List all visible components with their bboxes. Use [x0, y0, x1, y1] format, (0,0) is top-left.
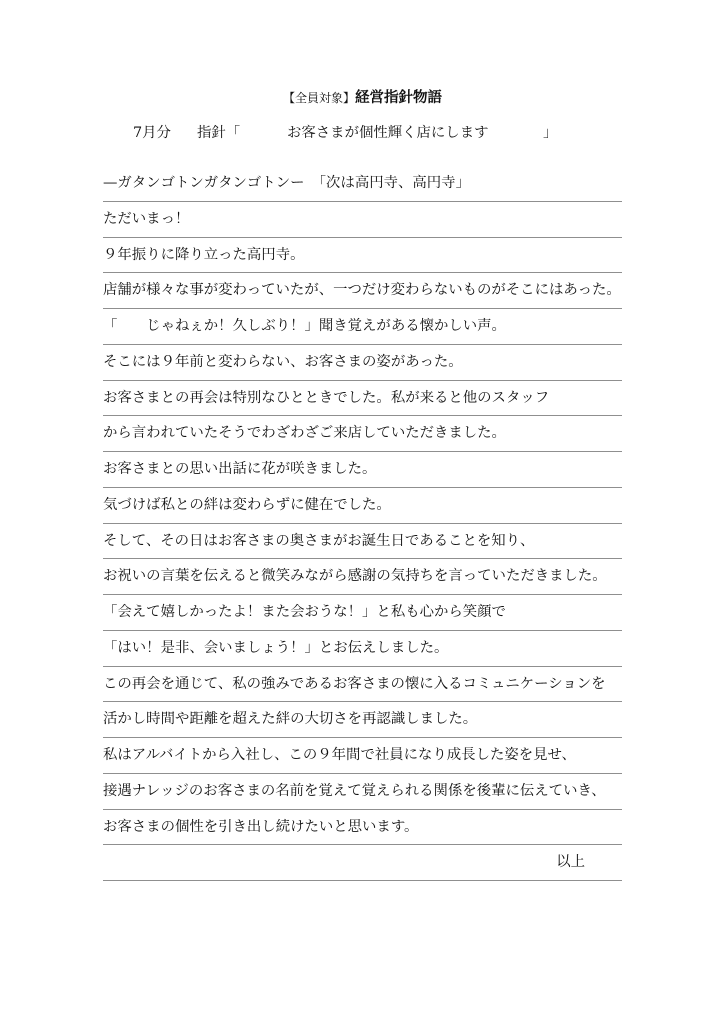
body-line: お祝いの言葉を伝えると微笑みながら感謝の気持ちを言っていただきました。	[103, 559, 622, 595]
body-line: 「 じゃねぇか！久しぶり！」聞き覚えがある懐かしい声。	[103, 309, 622, 345]
body-line: 接遇ナレッジのお客さまの名前を覚えて覚えられる関係を後輩に伝えていき、	[103, 774, 622, 810]
body-line: から言われていたそうでわざわざご来店していただきました。	[103, 416, 622, 452]
ruled-body	[103, 166, 622, 881]
body-line: 店舗が様々な事が変わっていたが、一つだけ変わらないものがそこにはあった。	[103, 273, 622, 309]
heading-policy-close: 」	[543, 125, 558, 141]
body-line: ただいまっ！	[103, 202, 622, 238]
heading-policy-text: お客さまが個性輝く店にします	[287, 125, 489, 141]
body-line: 私はアルバイトから入社し、この９年間で社員になり成長した姿を見せ、	[103, 738, 622, 774]
title-audience-tag: 【全員対象】	[282, 91, 355, 105]
heading-policy-label: 指針「	[197, 125, 241, 141]
closing-remark: 以上	[103, 845, 622, 881]
page-title	[0, 86, 725, 108]
body-line: お客さまとの思い出話に花が咲きました。	[103, 452, 622, 488]
body-line: 活かし時間や距離を超えた絆の大切さを再認識しました。	[103, 702, 622, 738]
body-line: 気づけば私との絆は変わらずに健在でした。	[103, 488, 622, 524]
body-line: 「はい！是非、会いましょう！」とお伝えしました。	[103, 631, 622, 667]
body-line: そして、その日はお客さまの奥さまがお誕生日であることを知り、	[103, 524, 622, 560]
body-line: この再会を通じて、私の強みであるお客さまの懐に入るコミュニケーションを	[103, 667, 622, 703]
body-line: そこには９年前と変わらない、お客さまの姿があった。	[103, 345, 622, 381]
body-line: —ガタンゴトンガタンゴトンー 「次は高円寺、高円寺」	[103, 166, 622, 202]
body-line: 「会えて嬉しかったよ！また会おうな！」と私も心から笑顔で	[103, 595, 622, 631]
body-line: お客さまの個性を引き出し続けたいと思います。	[103, 810, 622, 846]
body-line: ９年振りに降り立った高円寺。	[103, 238, 622, 274]
heading-month: 7月分	[133, 125, 171, 141]
body-line: お客さまとの再会は特別なひとときでした。私が来ると他のスタッフ	[103, 381, 622, 417]
title-main: 経営指針物語	[355, 90, 442, 106]
